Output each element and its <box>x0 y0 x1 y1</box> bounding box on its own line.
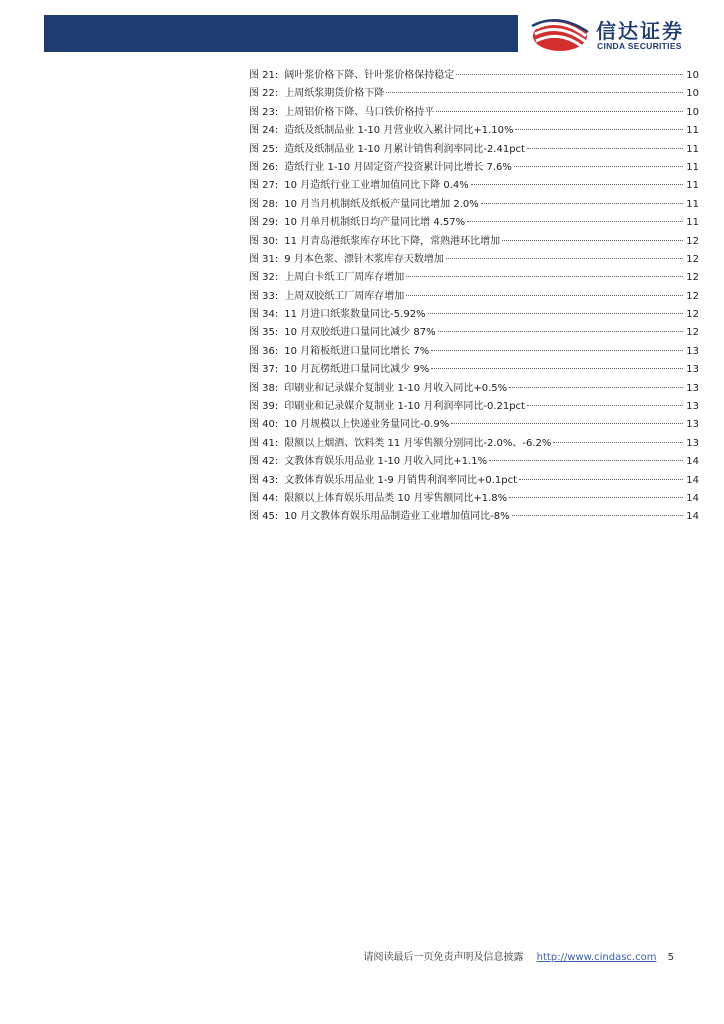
toc-entry-label: 图 21: <box>249 70 279 81</box>
toc-entry-label: 图 39: <box>249 401 279 413</box>
toc-leader-dots <box>502 239 683 241</box>
toc-leader-dots <box>509 496 683 498</box>
toc-leader-dots <box>386 91 683 93</box>
toc-entry-page: 11 <box>686 180 699 192</box>
toc-entry-title: 11 月青岛港纸浆库存环比下降，常熟港环比增加 <box>284 235 501 247</box>
toc-entry-label: 图 33: <box>249 290 279 302</box>
toc-entry-title: 上周铝价格下降、马口铁价格持平 <box>284 106 435 118</box>
toc-entry[interactable] <box>249 398 699 416</box>
toc-entry-page: 12 <box>686 290 699 302</box>
toc-leader-dots <box>406 275 683 277</box>
toc-entry[interactable] <box>249 214 699 232</box>
toc-entry[interactable] <box>249 472 699 490</box>
toc-entry-label: 图 22: <box>249 88 279 100</box>
toc-entry[interactable] <box>249 67 699 85</box>
toc-entry-page: 12 <box>686 309 699 321</box>
toc-entry[interactable] <box>249 233 699 251</box>
toc-leader-dots <box>438 330 683 332</box>
toc-entry-label: 图 31: <box>249 253 279 265</box>
toc-entry-title: 10 月文教体育娱乐用品制造业工业增加值同比-8% <box>284 511 510 523</box>
toc-entry-title: 造纸行业 1-10 月固定资产投资累计同比增长 7.6% <box>284 161 512 173</box>
page-number: 5 <box>667 952 674 963</box>
toc-entry-label: 图 41: <box>249 437 279 449</box>
toc-entry[interactable] <box>249 177 699 195</box>
toc-entry[interactable] <box>249 380 699 398</box>
toc-entry-page: 10 <box>686 106 699 118</box>
brand-name-cn: 信达证券 <box>596 19 684 43</box>
toc-entry-label: 图 43: <box>249 474 279 486</box>
toc-leader-dots <box>406 294 683 296</box>
toc-entry-title: 造纸及纸制品业 1-10 月累计销售利润率同比-2.41pct <box>284 143 525 155</box>
toc-entry[interactable] <box>249 196 699 214</box>
toc-entry[interactable] <box>249 416 699 434</box>
toc-entry[interactable] <box>249 324 699 342</box>
toc-entry-page: 13 <box>686 345 699 357</box>
toc-entry-title: 10 月双胶纸进口量同比减少 87% <box>284 327 436 339</box>
toc-entry-page: 12 <box>686 253 699 265</box>
toc-entry-page: 10 <box>686 70 699 81</box>
toc-leader-dots <box>553 441 683 443</box>
toc-entry-label: 图 27: <box>249 180 279 192</box>
toc-entry[interactable] <box>249 306 699 324</box>
header-bar <box>44 15 518 52</box>
toc-entry[interactable] <box>249 85 699 103</box>
toc-entry-label: 图 24: <box>249 125 279 137</box>
disclaimer-text: 请阅读最后一页免责声明及信息披露 <box>363 952 524 963</box>
toc-entry-title: 印刷业和记录媒介复制业 1-10 月利润率同比-0.21pct <box>284 401 525 413</box>
toc-entry-label: 图 38: <box>249 382 279 394</box>
toc-entry[interactable] <box>249 141 699 159</box>
toc-entry[interactable] <box>249 251 699 269</box>
toc-entry[interactable] <box>249 269 699 287</box>
toc-entry-page: 10 <box>686 88 699 100</box>
brand-name-en: CINDA SECURITIES <box>597 41 682 51</box>
toc-entry-title: 10 月瓦楞纸进口量同比减少 9% <box>284 364 430 376</box>
toc-leader-dots <box>509 386 683 388</box>
toc-entry-label: 图 29: <box>249 217 279 229</box>
toc-leader-dots <box>471 183 683 185</box>
toc-leader-dots <box>514 165 683 167</box>
toc-entry-page: 11 <box>686 125 699 137</box>
toc-entry-page: 11 <box>686 143 699 155</box>
toc-entry-title: 上周白卡纸工厂周库存增加 <box>284 272 405 284</box>
toc-leader-dots <box>489 459 683 461</box>
toc-entry-page: 12 <box>686 235 699 247</box>
toc-entry-label: 图 37: <box>249 364 279 376</box>
toc-entry[interactable] <box>249 453 699 471</box>
toc-entry-page: 13 <box>686 382 699 394</box>
cinda-logo-icon <box>530 14 590 54</box>
toc-entry-page: 14 <box>686 456 699 468</box>
toc-entry-title: 文教体育娱乐用品业 1-9 月销售利润率同比+0.1pct <box>284 474 518 486</box>
toc-entry-label: 图 45: <box>249 511 279 523</box>
toc-leader-dots <box>519 478 683 480</box>
toc-entry-title: 10 月造纸行业工业增加值同比下降 0.4% <box>284 180 469 192</box>
toc-entry-title: 限额以上体育娱乐用品类 10 月零售额同比+1.8% <box>284 492 508 504</box>
toc-entry-page: 11 <box>686 161 699 173</box>
toc-leader-dots <box>446 257 683 259</box>
toc-entry[interactable] <box>249 288 699 306</box>
toc-entry-title: 印刷业和记录媒介复制业 1-10 月收入同比+0.5% <box>284 382 508 394</box>
toc-leader-dots <box>527 147 683 149</box>
toc-entry-page: 13 <box>686 419 699 431</box>
toc-entry[interactable] <box>249 508 699 526</box>
page-footer <box>0 948 674 963</box>
toc-entry-page: 13 <box>686 437 699 449</box>
toc-leader-dots <box>431 367 683 369</box>
figure-list <box>249 67 699 527</box>
toc-entry-page: 13 <box>686 401 699 413</box>
toc-leader-dots <box>481 202 683 204</box>
toc-entry-label: 图 35: <box>249 327 279 339</box>
toc-leader-dots <box>436 110 683 112</box>
toc-entry-label: 图 32: <box>249 272 279 284</box>
toc-entry-page: 11 <box>686 217 699 229</box>
toc-entry-page: 14 <box>686 511 699 523</box>
toc-entry[interactable] <box>249 104 699 122</box>
website-link[interactable]: http://www.cindasc.com <box>536 952 657 963</box>
toc-entry-title: 文教体育娱乐用品业 1-10 月收入同比+1.1% <box>284 456 488 468</box>
toc-entry-label: 图 44: <box>249 492 279 504</box>
toc-entry-title: 10 月箱板纸进口量同比增长 7% <box>284 345 430 357</box>
toc-leader-dots <box>467 220 683 222</box>
toc-entry-page: 12 <box>686 272 699 284</box>
brand-logo <box>530 12 710 56</box>
toc-entry-title: 阔叶浆价格下降、针叶浆价格保持稳定 <box>284 70 455 81</box>
toc-entry-page: 14 <box>686 474 699 486</box>
toc-leader-dots <box>512 514 683 516</box>
toc-entry-title: 10 月单月机制纸日均产量同比增 4.57% <box>284 217 466 229</box>
toc-entry-label: 图 40: <box>249 419 279 431</box>
toc-entry-title: 上周双胶纸工厂周库存增加 <box>284 290 405 302</box>
toc-entry-title: 10 月当月机制纸及纸板产量同比增加 2.0% <box>284 198 479 210</box>
toc-entry[interactable] <box>249 435 699 453</box>
toc-entry[interactable] <box>249 343 699 361</box>
toc-entry-title: 上周纸浆期货价格下降 <box>284 88 385 100</box>
toc-entry-page: 14 <box>686 492 699 504</box>
toc-entry-title: 11 月进口纸浆数量同比-5.92% <box>284 309 426 321</box>
toc-entry-title: 9 月本色浆、漂针木浆库存天数增加 <box>284 253 444 265</box>
toc-entry-page: 12 <box>686 327 699 339</box>
toc-entry-label: 图 23: <box>249 106 279 118</box>
toc-entry[interactable] <box>249 159 699 177</box>
toc-entry-page: 11 <box>686 198 699 210</box>
toc-entry-title: 限额以上烟酒、饮料类 11 月零售额分别同比-2.0%、-6.2% <box>284 437 552 449</box>
toc-entry-label: 图 42: <box>249 456 279 468</box>
toc-entry[interactable] <box>249 122 699 140</box>
toc-leader-dots <box>428 312 683 314</box>
toc-entry[interactable] <box>249 361 699 379</box>
toc-leader-dots <box>456 73 683 75</box>
toc-entry-page: 13 <box>686 364 699 376</box>
toc-entry-title: 10 月规模以上快递业务量同比-0.9% <box>284 419 450 431</box>
toc-leader-dots <box>451 422 683 424</box>
toc-entry[interactable] <box>249 490 699 508</box>
toc-entry-label: 图 28: <box>249 198 279 210</box>
toc-leader-dots <box>515 128 683 130</box>
toc-entry-title: 造纸及纸制品业 1-10 月营业收入累计同比+1.10% <box>284 125 514 137</box>
toc-entry-label: 图 30: <box>249 235 279 247</box>
toc-entry-label: 图 34: <box>249 309 279 321</box>
toc-leader-dots <box>431 349 683 351</box>
toc-leader-dots <box>527 404 683 406</box>
toc-entry-label: 图 36: <box>249 345 279 357</box>
toc-entry-label: 图 25: <box>249 143 279 155</box>
toc-entry-label: 图 26: <box>249 161 279 173</box>
